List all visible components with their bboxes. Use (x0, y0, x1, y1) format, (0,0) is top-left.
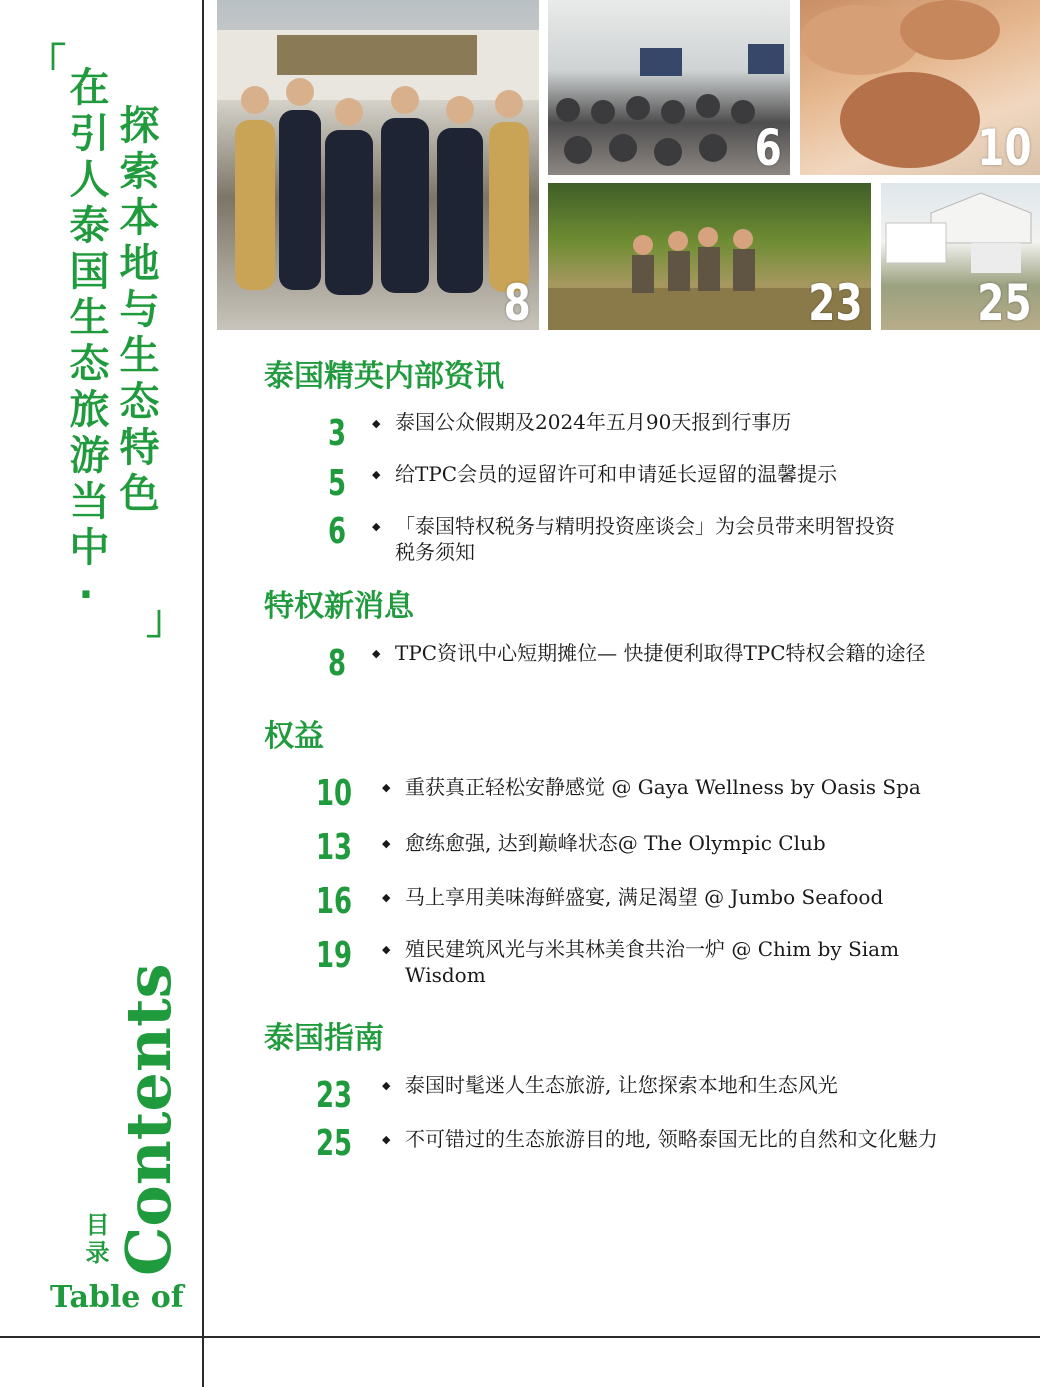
photo-seminar-page-6 (548, 0, 790, 175)
group-photo-illustration (217, 0, 539, 330)
photo-page-number: 25 (977, 274, 1032, 330)
toc-page-number: 5 (328, 463, 347, 504)
toc-page-number: 6 (328, 511, 347, 552)
section-title-elite-info: 泰国精英内部资讯 (264, 359, 504, 394)
toc-page-number: 23 (316, 1075, 353, 1116)
toc-page-number: 10 (316, 773, 353, 814)
toc-entry-text: 泰国时髦迷人生态旅游, 让您探索本地和生态风光 (405, 1073, 838, 1097)
bottom-rule (0, 1336, 1040, 1338)
contents-logo-table-of: Table of (50, 1280, 184, 1315)
photo-spa-page-10 (800, 0, 1040, 175)
bullet-diamond-icon: ◆ (372, 520, 381, 533)
toc-entry-text: 「泰国特权税务与精明投资座谈会」为会员带来明智投资税务须知 (395, 514, 895, 564)
toc-page-number: 19 (316, 935, 353, 976)
photo-page-number: 10 (977, 119, 1032, 175)
bullet-diamond-icon: ◆ (382, 837, 391, 850)
corner-bracket-close: 」 (146, 597, 186, 643)
photo-page-number: 23 (808, 274, 863, 330)
toc-entry-text: 不可错过的生态旅游目的地, 领略泰国无比的自然和文化魅力 (405, 1127, 938, 1151)
vertical-title-column-2: 在引人泰国生态旅游当中· (63, 66, 109, 624)
bullet-diamond-icon: ◆ (372, 647, 381, 660)
contents-logo-mulu: 目录 (81, 1212, 109, 1268)
bullet-diamond-icon: ◆ (372, 468, 381, 481)
section-title-thailand-guide: 泰国指南 (264, 1021, 384, 1056)
toc-page-number: 25 (316, 1123, 353, 1164)
bullet-diamond-icon: ◆ (382, 891, 391, 904)
photo-page-number: 6 (754, 119, 782, 175)
toc-entry-text: 重获真正轻松安静感觉 @ Gaya Wellness by Oasis Spa (405, 775, 921, 799)
bullet-diamond-icon: ◆ (382, 1133, 391, 1146)
toc-entry-text: 给TPC会员的逗留许可和申请延长逗留的温馨提示 (395, 462, 838, 486)
bullet-diamond-icon: ◆ (372, 417, 381, 430)
toc-page-number: 3 (328, 413, 347, 454)
contents-logo-word: Contents (112, 963, 185, 1276)
vertical-divider (202, 0, 204, 1387)
corner-bracket-open: 「 (26, 41, 66, 87)
bullet-diamond-icon: ◆ (382, 943, 391, 956)
bullet-diamond-icon: ◆ (382, 781, 391, 794)
section-title-benefits: 权益 (264, 719, 324, 754)
toc-entry-text: 马上享用美味海鲜盛宴, 满足渴望 @ Jumbo Seafood (405, 885, 884, 909)
toc-entry-text: TPC资讯中心短期摊位— 快捷便利取得TPC特权会籍的途径 (395, 641, 926, 665)
toc-page-number: 16 (316, 881, 353, 922)
photo-jungle-page-23 (548, 183, 871, 330)
photo-group-page-8 (217, 0, 539, 330)
photo-camping-page-25 (881, 183, 1040, 330)
toc-entry-text: 愈练愈强, 达到巅峰状态@ The Olympic Club (405, 831, 826, 855)
photo-page-number: 8 (503, 274, 531, 330)
toc-entry-text: 泰国公众假期及2024年五月90天报到行事历 (395, 410, 792, 434)
section-title-privilege-news: 特权新消息 (264, 589, 414, 624)
toc-page-number: 13 (316, 827, 353, 868)
toc-page-number: 8 (328, 643, 347, 684)
vertical-title-column-1: 探索本地与生态特色 (113, 104, 159, 518)
toc-entry-text: 殖民建筑风光与米其林美食共治一炉 @ Chim by Siam Wisdom (405, 937, 900, 987)
bullet-diamond-icon: ◆ (382, 1079, 391, 1092)
